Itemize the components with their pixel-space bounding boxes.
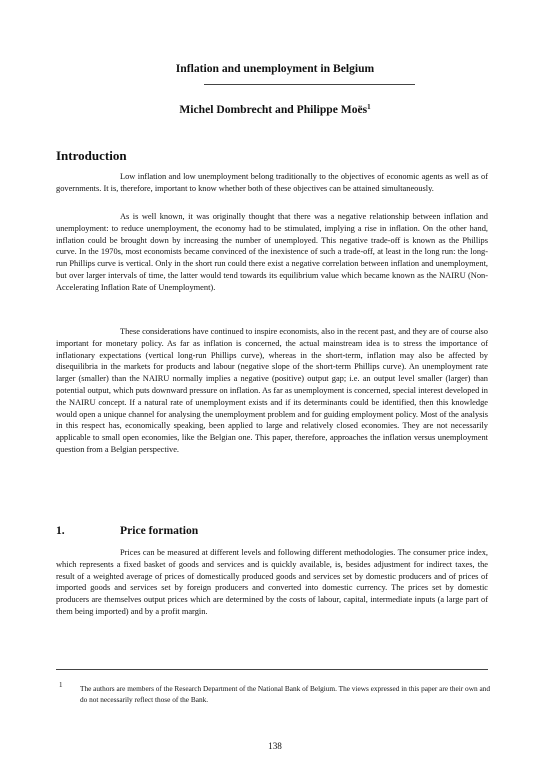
footnote-marker: 1 <box>59 681 63 689</box>
author-footnote-marker: 1 <box>367 103 371 111</box>
intro-paragraph-2: As is well known, it was originally thought that there was a negative relationship between inflation and unemployment: to reduce unemployment, the economy had to be stimulated, implying a rise in inflation. On the other hand, inflation could be brought down by increasing the number of unemployed. This negative trade-off is known as the Phillips curve. In the 1970s, most economists became convinced of the inexistence of such a trade-off, at least in the long run: the long-run Phillips curve is vertical. Only in the short run could there exist a negative correlation between inflation and unemployment, but over larger intervals of time, the latter would tend towards its equilibrium value which became known as the NAIRU (Non-Accelerating Inflation Rate of Unemployment). <box>56 212 488 292</box>
introduction-heading: Introduction <box>56 148 127 163</box>
section-paragraph: Prices can be measured at different levels and following different methodologies. The consumer price index, which represents a fixed basket of goods and services and is quickly available, is, besides adjustment for indirect taxes, the result of a weighted average of prices of domestically produced goods and services set by domestic producers and of prices of imported goods and services set by foreign producers and converted into domestic currency. The prices set by domestic producers are themselves output prices which are determined by the costs of labour, capital, intermediate inputs (a large part of them being imported) and by a profit margin. <box>56 548 488 616</box>
page-number: 138 <box>268 741 282 751</box>
intro-paragraph-1: Low inflation and low unemployment belong traditionally to the objectives of economic agents as well as of governments. It is, therefore, important to know whether both of these objectives can be attained simultaneously. <box>56 172 488 193</box>
section-number: 1. <box>56 524 65 537</box>
title-divider <box>204 84 415 85</box>
authors-names: Michel Dombrecht and Philippe Moës <box>179 103 368 116</box>
footnote-divider <box>56 669 488 670</box>
author-line <box>0 103 550 116</box>
intro-paragraph-3: These considerations have continued to inspire economists, also in the recent past, and they are of course also important for monetary policy. As far as inflation is concerned, the actual mainstream idea is to stress the importance of inflationary expectations (vertical long-run Phillips curve), whereas in the short-term, inflation may also be affected by disequilibria in the markets for products and labour (negative slope of the short-term Phillips curve). An unemployment rate larger (smaller) than the NAIRU normally implies a negative (positive) output gap; i.e. an output level smaller (larger) than potential output, which puts downward pressure on inflation. As far as unemployment is concerned, special interest developed in the NAIRU concept. If a natural rate of unemployment exists and if its determinants could be identified, then this knowledge would open a unique channel for analysing the unemployment problem and for guiding employment policy. Most of the analysis in this respect has, economically speaking, been applied to large and relatively closed economies. They are not necessarily applicable to small open economies, like the Belgian one. This paper, therefore, approaches the inflation versus unemployment question from a Belgian perspective. <box>56 327 488 454</box>
section-heading: Price formation <box>120 524 199 537</box>
footnote-text: The authors are members of the Research Department of the National Bank of Belgium. The views expressed in this paper are their own and do not necessarily reflect those of the Bank. <box>80 684 490 704</box>
paper-title: Inflation and unemployment in Belgium <box>175 62 375 75</box>
